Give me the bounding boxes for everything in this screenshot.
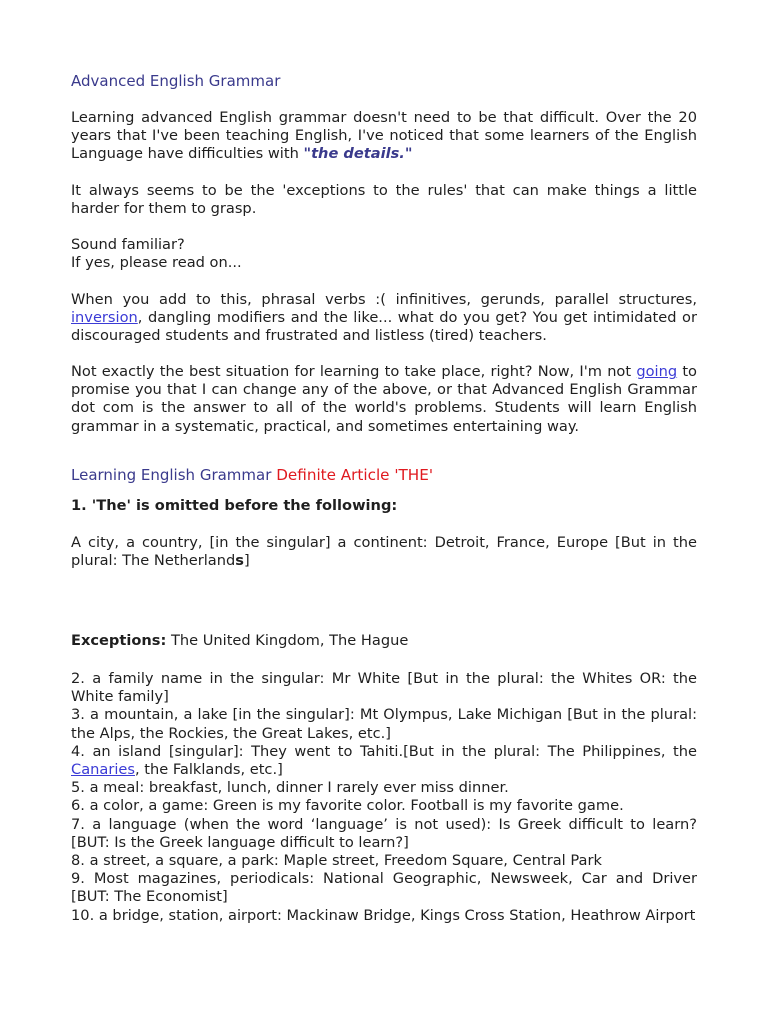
omission-list bbox=[71, 670, 697, 925]
list-item-10: 10. a bridge, station, airport: Mackinaw Bridge, Kings Cross Station, Heathrow Airport bbox=[71, 906, 696, 924]
list-item-4-after: , the Falklands, etc.] bbox=[134, 761, 283, 779]
exceptions-line bbox=[71, 632, 697, 650]
list-item-3: 3. a mountain, a lake [in the singular]: Mt Olympus, Lake Michigan [But in the plural: the Alps, the Rockies, the Great Lakes, etc.] bbox=[71, 706, 697, 742]
intro-paragraph bbox=[71, 109, 697, 164]
list-item-4-before: 4. an island [singular]: They went to Tahiti.[But in the plural: The Philippines, the bbox=[71, 742, 697, 760]
rule1-text-after: ] bbox=[243, 552, 250, 570]
phrasal-verbs-paragraph bbox=[71, 291, 697, 346]
details-emphasis: "the details." bbox=[303, 145, 413, 163]
section-heading bbox=[71, 466, 697, 484]
section-heading-blue: Learning English Grammar bbox=[71, 466, 272, 484]
sound-familiar-line: Sound familiar? bbox=[71, 236, 185, 253]
exceptions-label: Exceptions: bbox=[71, 632, 167, 649]
canaries-link[interactable]: Canaries bbox=[71, 761, 135, 779]
list-item-9: 9. Most magazines, periodicals: National Geographic, Newsweek, Car and Driver [BUT: The Economist] bbox=[71, 870, 697, 906]
section-heading-red: Definite Article 'THE' bbox=[276, 466, 433, 484]
going-link[interactable]: going bbox=[636, 363, 678, 380]
intro-text: Learning advanced English grammar doesn't need to be that difficult. Over the 20 years that I've been teaching English, I've noticed that some learners of the English Language have difficulties with bbox=[71, 109, 697, 163]
situation-paragraph bbox=[71, 363, 697, 436]
rule1-text-before: A city, a country, [in the singular] a continent: Detroit, France, Europe [But in the plural: The Netherland bbox=[71, 534, 697, 570]
situation-text-after: to promise you that I can change any of the above, or that Advanced English Grammar dot com is the answer to all of the world's problems. Students will learn English grammar in a systematic, practical, and sometimes entertaining way. bbox=[71, 363, 697, 435]
phrasal-text-before: When you add to this, phrasal verbs :( infinitives, gerunds, parallel structures, bbox=[71, 291, 697, 308]
rule1-heading: 1. 'The' is omitted before the following: bbox=[71, 497, 398, 514]
phrasal-text-after: , dangling modifiers and the like... what do you get? You get intimidated or discouraged students and frustrated and listless (tired) teachers. bbox=[71, 309, 697, 345]
sound-familiar-paragraph bbox=[71, 236, 697, 272]
list-item-4 bbox=[71, 743, 697, 779]
exceptions-paragraph: It always seems to be the 'exceptions to the rules' that can make things a little harder for them to grasp. bbox=[71, 182, 697, 218]
situation-text-before: Not exactly the best situation for learning to take place, right? Now, I'm not bbox=[71, 363, 637, 380]
rule1-text bbox=[71, 534, 697, 570]
list-item-2: 2. a family name in the singular: Mr White [But in the plural: the Whites OR: the White family] bbox=[71, 670, 697, 706]
list-item-8: 8. a street, a square, a park: Maple street, Freedom Square, Central Park bbox=[71, 852, 602, 870]
read-on-line: If yes, please read on... bbox=[71, 254, 242, 272]
list-item-5: 5. a meal: breakfast, lunch, dinner I rarely ever miss dinner. bbox=[71, 779, 509, 797]
list-item-6: 6. a color, a game: Green is my favorite color. Football is my favorite game. bbox=[71, 797, 624, 815]
list-item-7: 7. a language (when the word ‘language’ is not used): Is Greek difficult to learn? [BUT: Is the Greek language difficult to learn?] bbox=[71, 815, 697, 851]
inversion-link[interactable]: inversion bbox=[71, 309, 138, 327]
rule1-text-bold: s bbox=[235, 552, 244, 570]
page-title: Advanced English Grammar bbox=[71, 72, 281, 90]
exceptions-text: The United Kingdom, The Hague bbox=[170, 632, 409, 649]
